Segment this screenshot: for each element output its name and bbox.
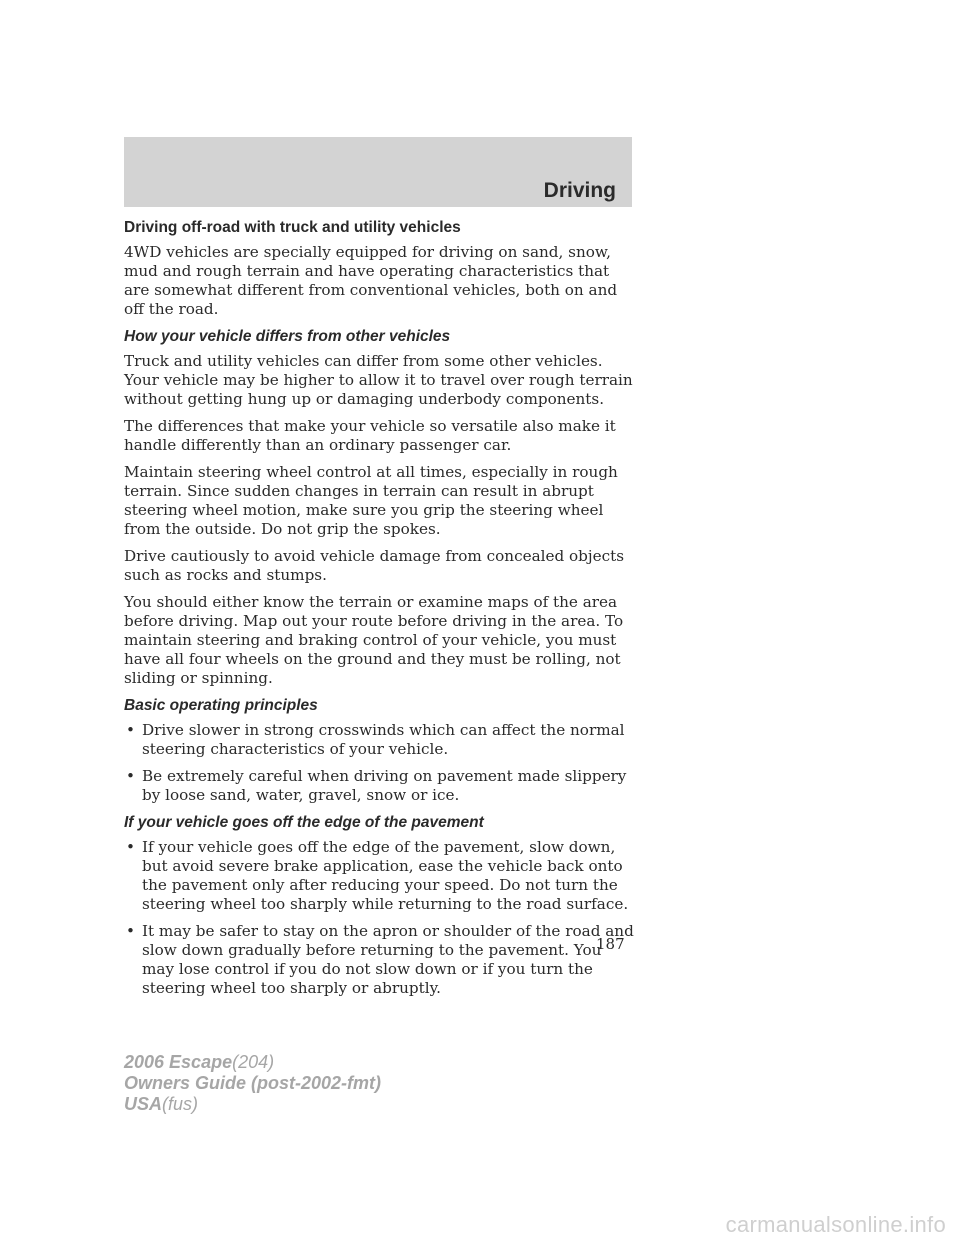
pavement-list (124, 838, 634, 998)
heading-differs: How your vehicle differs from other vehicles (124, 328, 451, 345)
footer-line-2 (124, 1073, 381, 1094)
list-item-text: Drive slower in strong crosswinds which can affect the normal steering characteristics of your vehicle. (142, 721, 625, 758)
footer-line-3 (124, 1094, 381, 1115)
list-item (124, 922, 634, 998)
paragraph-4wd: 4WD vehicles are specially equipped for driving on sand, snow, mud and rough terrain and have operating characteristics that are somewhat different from conventional vehicles, both on and off the road. (124, 243, 618, 318)
paragraph-truck: Truck and utility vehicles can differ from some other vehicles. Your vehicle may be higher to allow it to travel over rough terrain without getting hung up or damaging underbody components. (124, 352, 633, 408)
document-footer (124, 1052, 381, 1115)
list-item (124, 838, 634, 914)
paragraph-cautious: Drive cautiously to avoid vehicle damage from concealed objects such as rocks and stumps. (124, 547, 624, 584)
bullet-icon: • (126, 838, 135, 856)
section-title: Driving (543, 179, 616, 202)
list-item-text: It may be safer to stay on the apron or shoulder of the road and slow down gradually before returning to the pavement. You may lose control if you do not slow down or if you turn the steering wheel too sharply or abruptly. (142, 922, 634, 997)
paragraph-terrain: You should either know the terrain or examine maps of the area before driving. Map out your route before driving in the area. To maintain steering and braking control of your vehicle, you must have all four wheels on the ground and they must be rolling, not sliding or spinning. (124, 593, 624, 687)
page-number: 187 (596, 935, 625, 953)
list-item (124, 767, 634, 805)
list-item-text: Be extremely careful when driving on pavement made slippery by loose sand, water, gravel, snow or ice. (142, 767, 627, 804)
section-header-band (124, 137, 632, 207)
list-item (124, 721, 634, 759)
bullet-icon: • (126, 767, 135, 785)
list-item-text: If your vehicle goes off the edge of the pavement, slow down, but avoid severe brake application, ease the vehicle back onto the pavement only after reducing your speed. Do not turn the steering wheel too sharply while returning to the road surface. (142, 838, 629, 913)
watermark: carmanualsonline.info (725, 1212, 946, 1237)
heading-principles: Basic operating principles (124, 697, 318, 714)
footer-model: 2006 Escape (124, 1052, 233, 1072)
footer-market-code: (fus) (162, 1094, 199, 1114)
heading-offroad: Driving off-road with truck and utility vehicles (124, 219, 461, 236)
paragraph-maintain: Maintain steering wheel control at all times, especially in rough terrain. Since sudden changes in terrain can result in abrupt steering wheel motion, make sure you grip the steering wheel from the outside. Do not grip the spokes. (124, 463, 618, 538)
footer-market: USA (124, 1094, 163, 1114)
footer-model-code: (204) (232, 1052, 275, 1072)
manual-page-content (124, 218, 634, 1006)
heading-pavement: If your vehicle goes off the edge of the pavement (124, 814, 484, 831)
footer-line-1 (124, 1052, 381, 1073)
paragraph-differences: The differences that make your vehicle so versatile also make it handle differently than an ordinary passenger car. (124, 417, 616, 454)
bullet-icon: • (126, 922, 135, 940)
footer-guide: Owners Guide (post-2002-fmt) (124, 1073, 382, 1093)
principles-list (124, 721, 634, 805)
bullet-icon: • (126, 721, 135, 739)
